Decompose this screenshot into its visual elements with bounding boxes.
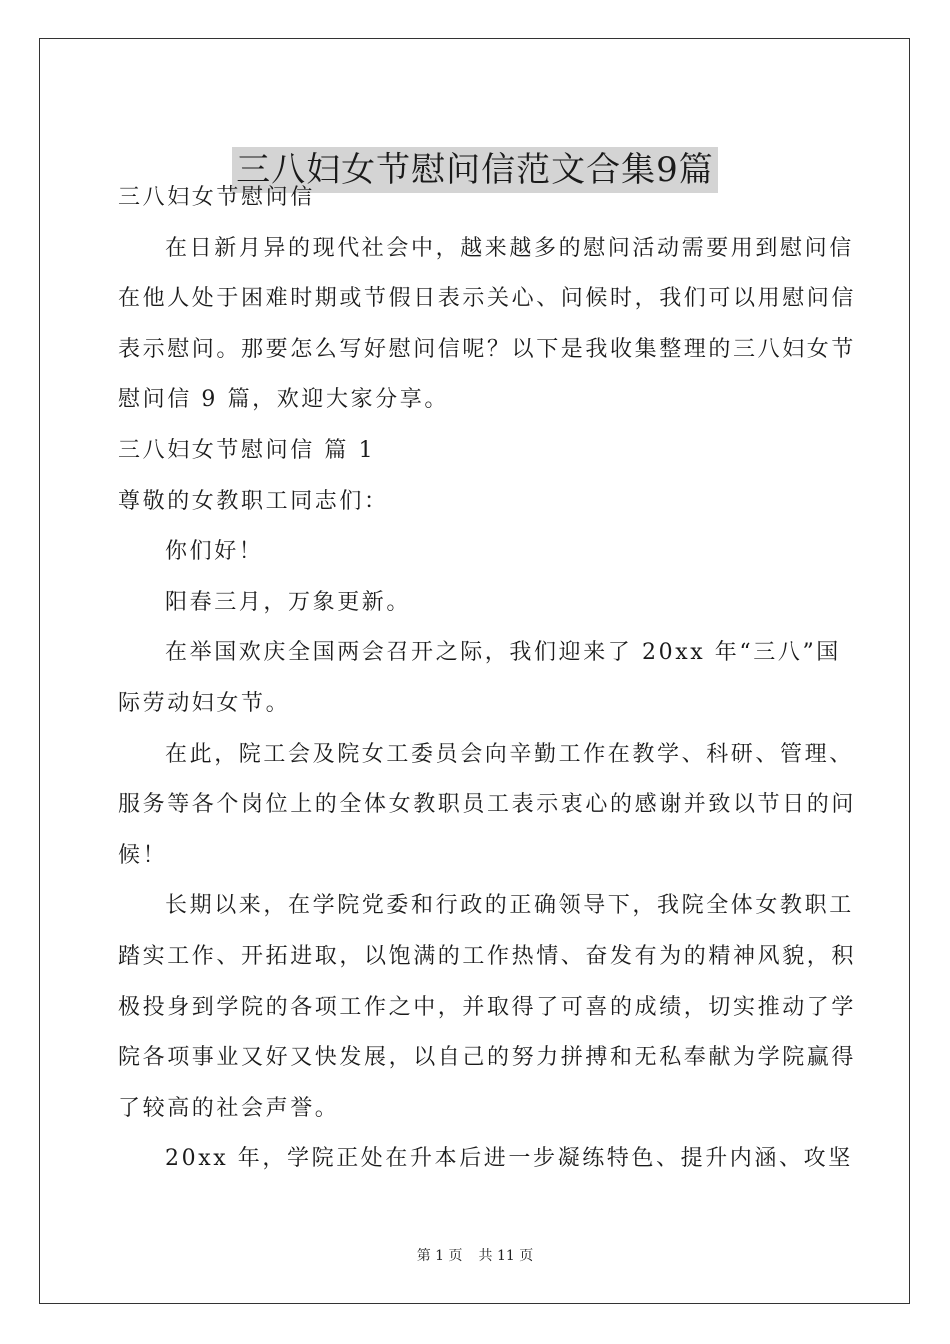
body-line: 你们好！ xyxy=(165,539,264,565)
body-line: 20xx 年，学院正处在升本后进一步凝练特色、提升内涵、攻坚 xyxy=(165,1146,853,1172)
body-line: 踏实工作、开拓进取，以饱满的工作热情、奋发有为的精神风貌，积 xyxy=(118,943,857,969)
body-line: 阳春三月，万象更新。 xyxy=(165,589,412,615)
body-line: 在举国欢庆全国两会召开之际，我们迎来了 20xx 年“三八”国 xyxy=(165,640,841,666)
body-line: 极投身到学院的各项工作之中，并取得了可喜的成绩，切实推动了学 xyxy=(118,994,857,1020)
body-line: 了较高的社会声誉。 xyxy=(118,1095,340,1121)
body-line: 尊敬的女教职工同志们： xyxy=(118,488,389,514)
body-line: 三八妇女节慰问信 篇 1 xyxy=(118,437,376,463)
body-line: 长期以来，在学院党委和行政的正确领导下，我院全体女教职工 xyxy=(165,893,854,919)
document-title: 三八妇女节慰问信范文合集9篇 xyxy=(232,147,718,193)
page-total: 共 11 页 xyxy=(478,1248,534,1264)
body-line: 三八妇女节慰问信 xyxy=(118,185,315,210)
body-line: 在他人处于困难时期或节假日表示关心、问候时，我们可以用慰问信 xyxy=(118,286,857,312)
body-line: 在日新月异的现代社会中，越来越多的慰问活动需要用到慰问信 xyxy=(165,235,854,261)
body-line: 候！ xyxy=(118,842,168,868)
body-line: 慰问信 9 篇，欢迎大家分享。 xyxy=(118,387,449,413)
body-line: 服务等各个岗位上的全体女教职员工表示衷心的感谢并致以节日的问 xyxy=(118,792,857,818)
page-number: 第 1 页 xyxy=(416,1248,463,1264)
body-line: 表示慰问。那要怎么写好慰问信呢？以下是我收集整理的三八妇女节 xyxy=(118,336,857,362)
body-line: 际劳动妇女节。 xyxy=(118,690,291,716)
body-line: 在此，院工会及院女工委员会向辛勤工作在教学、科研、管理、 xyxy=(165,741,854,767)
body-line: 院各项事业又好又快发展，以自己的努力拼搏和无私奉献为学院赢得 xyxy=(118,1045,857,1071)
document-body xyxy=(118,173,857,1185)
page-footer xyxy=(0,1246,950,1266)
